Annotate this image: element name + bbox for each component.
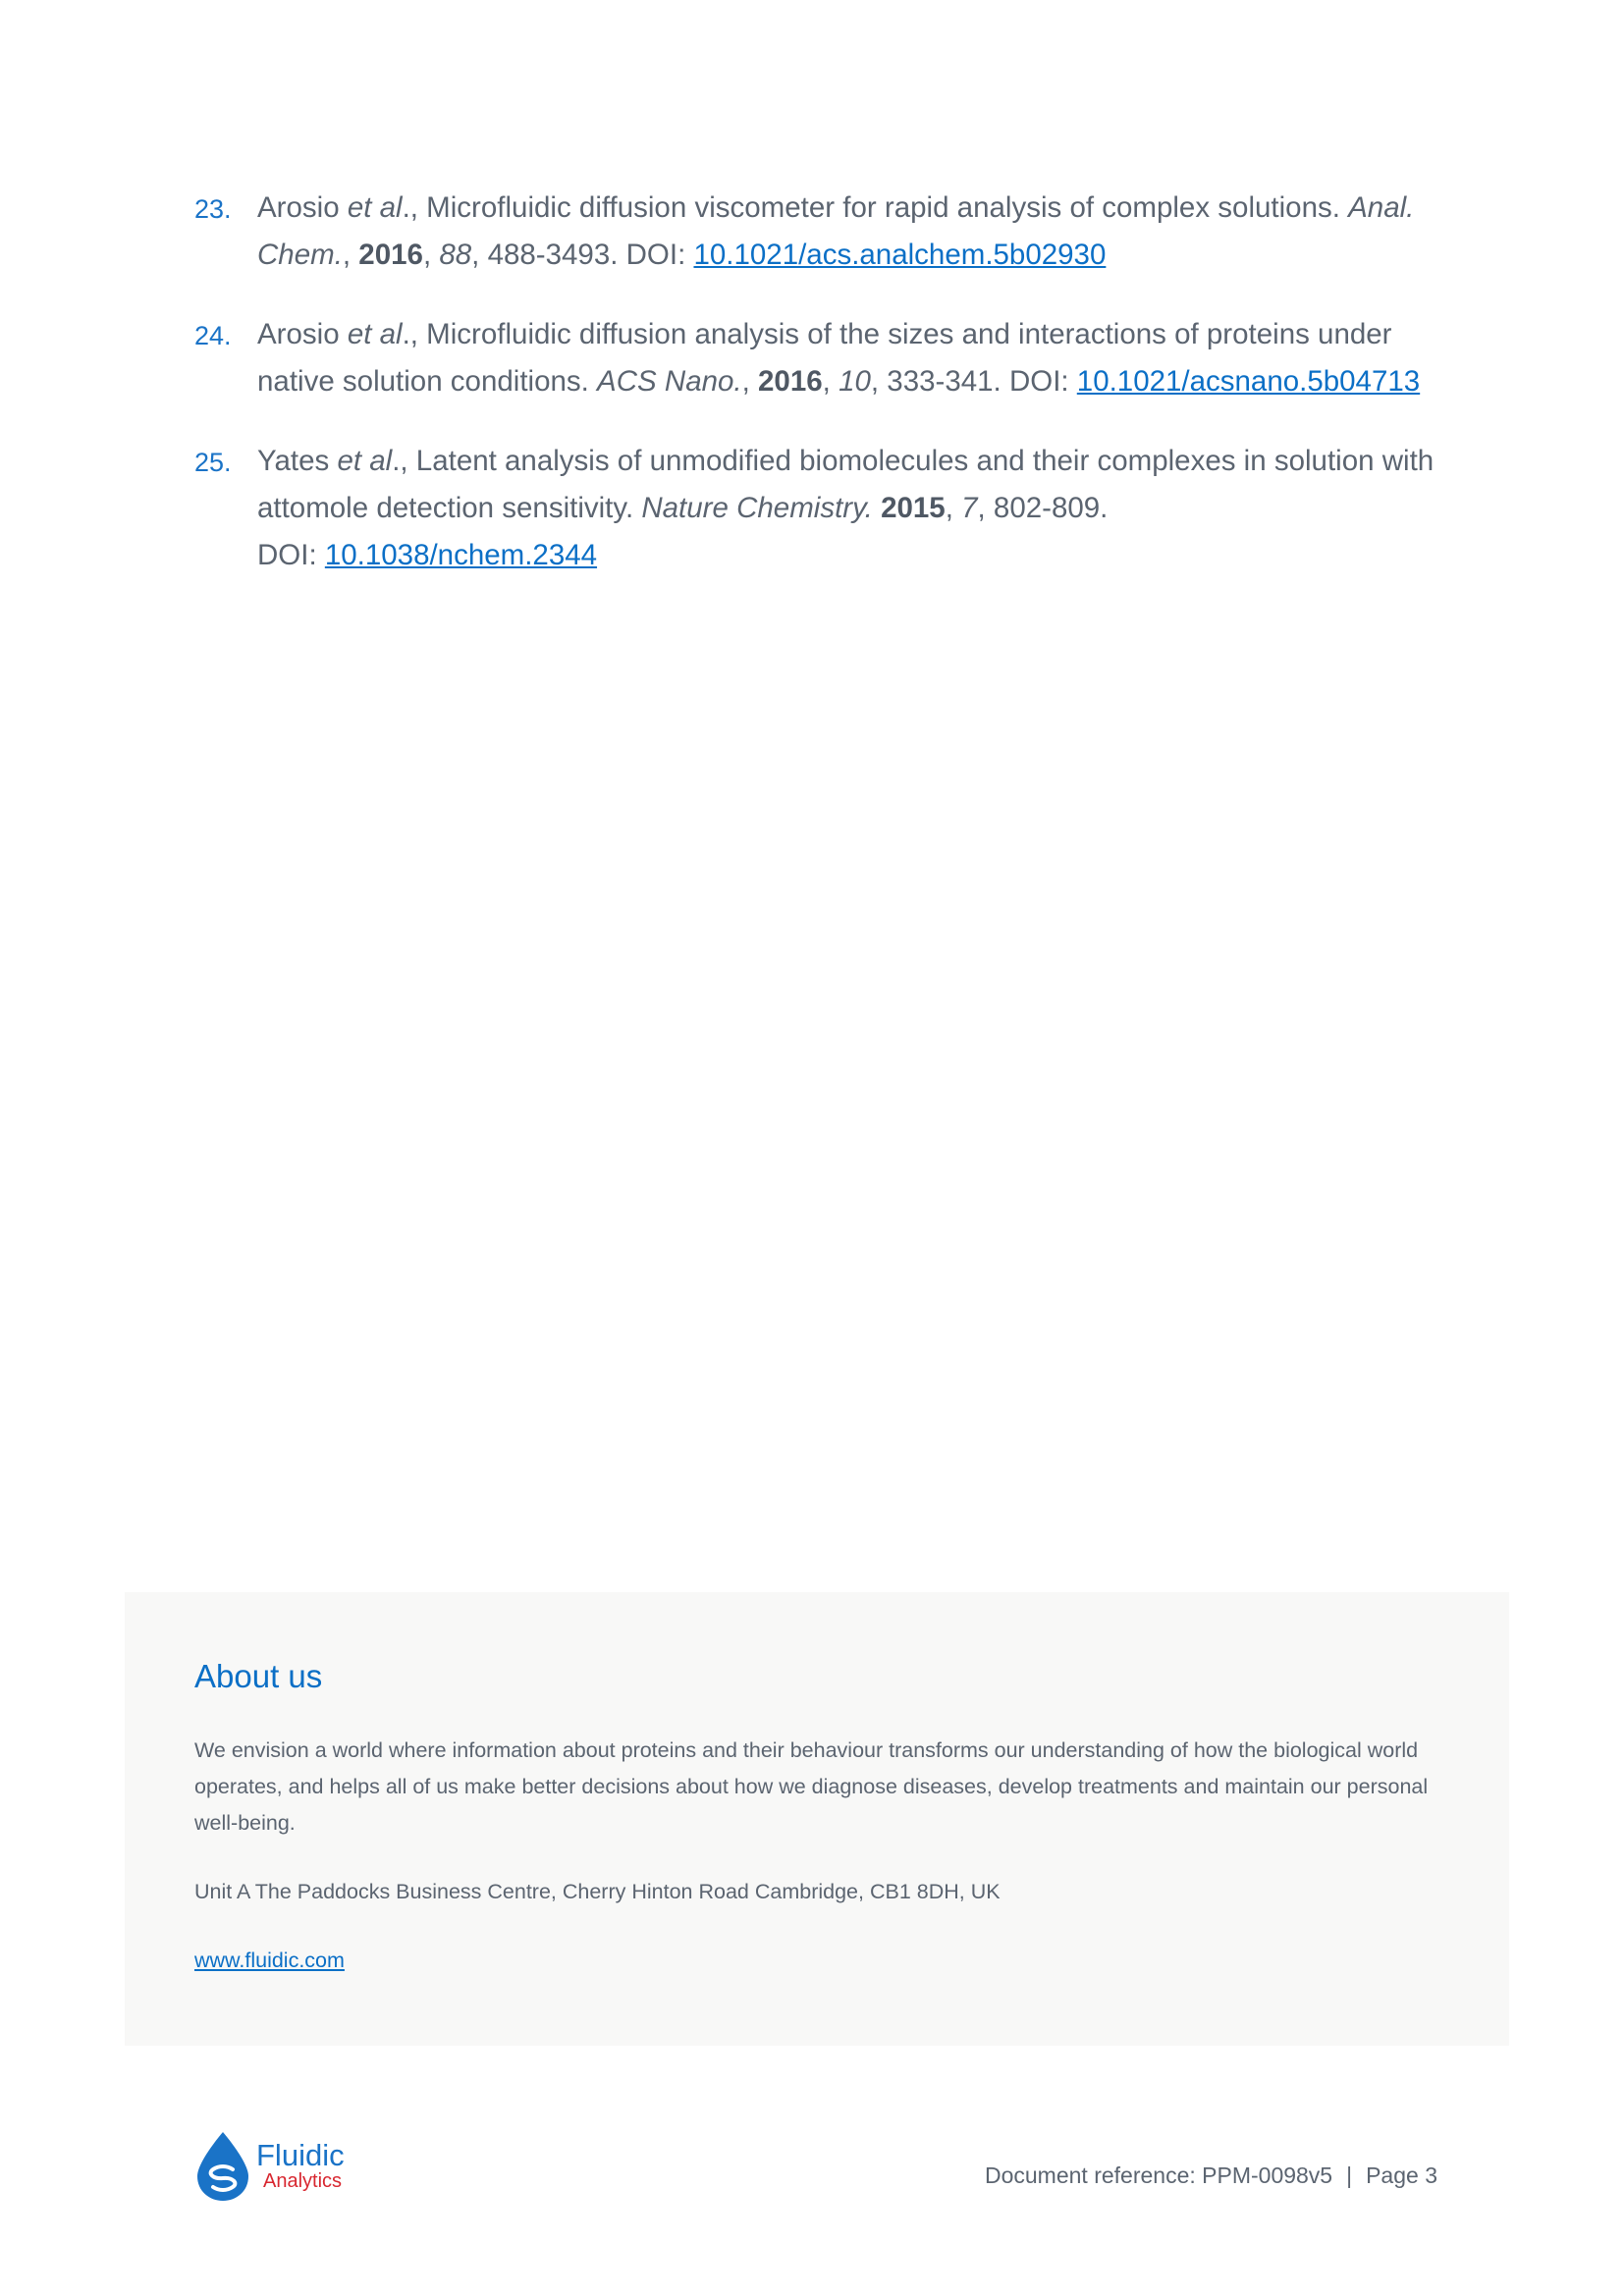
- reference-et-al: et al: [347, 191, 403, 224]
- reference-author: Arosio: [257, 191, 348, 224]
- reference-number: 23.: [194, 194, 232, 224]
- about-address: Unit A The Paddocks Business Centre, Cherry Hinton Road Cambridge, CB1 8DH, UK: [194, 1880, 1001, 1903]
- footer-document-info: [985, 2163, 1437, 2189]
- fluidic-analytics-logo: [193, 2130, 360, 2203]
- reference-23: 23. Arosio et al., Microfluidic diffusion viscometer for rapid analysis of complex solutions. Anal. Chem., 2016, 88, 488-3493. DOI: 10.1021/acs.analchem.5b02930: [194, 185, 1451, 279]
- reference-year: 2015: [881, 492, 946, 524]
- reference-year: 2016: [758, 365, 823, 398]
- reference-volume: 88: [439, 239, 472, 271]
- reference-pages: , 333-341. DOI:: [870, 365, 1077, 398]
- page-number: Page 3: [1366, 2163, 1437, 2188]
- reference-doi-line: [257, 532, 1451, 579]
- about-section: [125, 1592, 1509, 2046]
- reference-doi-link[interactable]: 10.1021/acsnano.5b04713: [1076, 365, 1421, 398]
- footer-separator: |: [1346, 2163, 1353, 2188]
- about-website: [194, 1943, 1440, 1979]
- reference-et-al: et al: [337, 445, 393, 477]
- reference-24: 24. Arosio et al., Microfluidic diffusion analysis of the sizes and interactions of proteins under native solution conditions. ACS Nano., 2016, 10, 333-341. DOI: 10.1021/acsnano.5b04713: [194, 311, 1451, 405]
- reference-volume: 7: [961, 492, 978, 524]
- reference-25: 25. Yates et al., Latent analysis of unmodified biomolecules and their complexes in solution with attomole detection sensitivity. Nature Chemistry. 2015, 7, 802-809. DOI: 10.1038/nchem.2344: [194, 438, 1451, 579]
- reference-pages: , 802-809.: [977, 492, 1109, 524]
- reference-list: [194, 185, 1451, 612]
- reference-et-al: et al: [347, 318, 403, 350]
- reference-author: Arosio: [257, 318, 348, 350]
- reference-title: ., Latent analysis of unmodified biomolecules and their complexes in solution with attomole detection sensitivity.: [257, 445, 1435, 524]
- logo-word-fluidic: Fluidic: [256, 2138, 345, 2172]
- reference-journal: Nature Chemistry.: [641, 492, 873, 524]
- reference-title: ., Microfluidic diffusion viscometer for rapid analysis of complex solutions.: [402, 191, 1349, 224]
- reference-doi-link[interactable]: 10.1038/nchem.2344: [324, 539, 598, 571]
- reference-title: ., Microfluidic diffusion analysis of the sizes and interactions of proteins under native solution conditions.: [257, 318, 1392, 398]
- about-body: We envision a world where information about proteins and their behaviour transforms our understanding of how the biological world operates, and helps all of us make better decisions about how we diagnose diseases, develop treatments and maintain our personal well-being.: [194, 1738, 1429, 1835]
- reference-number: 25.: [194, 448, 232, 477]
- reference-journal: Anal. Chem.: [257, 191, 1415, 271]
- reference-doi-label: DOI:: [257, 539, 325, 571]
- reference-pages: , 488-3493. DOI:: [471, 239, 694, 271]
- reference-number: 24.: [194, 321, 232, 350]
- reference-author: Yates: [257, 445, 338, 477]
- logo-word-analytics: Analytics: [263, 2170, 343, 2192]
- reference-journal: ACS Nano.: [597, 365, 742, 398]
- reference-volume: 10: [839, 365, 871, 398]
- about-title: About us: [194, 1658, 323, 1694]
- website-link[interactable]: www.fluidic.com: [194, 1949, 345, 1972]
- logo-wordmark: [256, 2140, 345, 2191]
- droplet-icon: [193, 2130, 252, 2203]
- reference-doi-link[interactable]: 10.1021/acs.analchem.5b02930: [693, 239, 1107, 271]
- reference-year: 2016: [358, 239, 423, 271]
- document-reference: Document reference: PPM-0098v5: [984, 2163, 1333, 2188]
